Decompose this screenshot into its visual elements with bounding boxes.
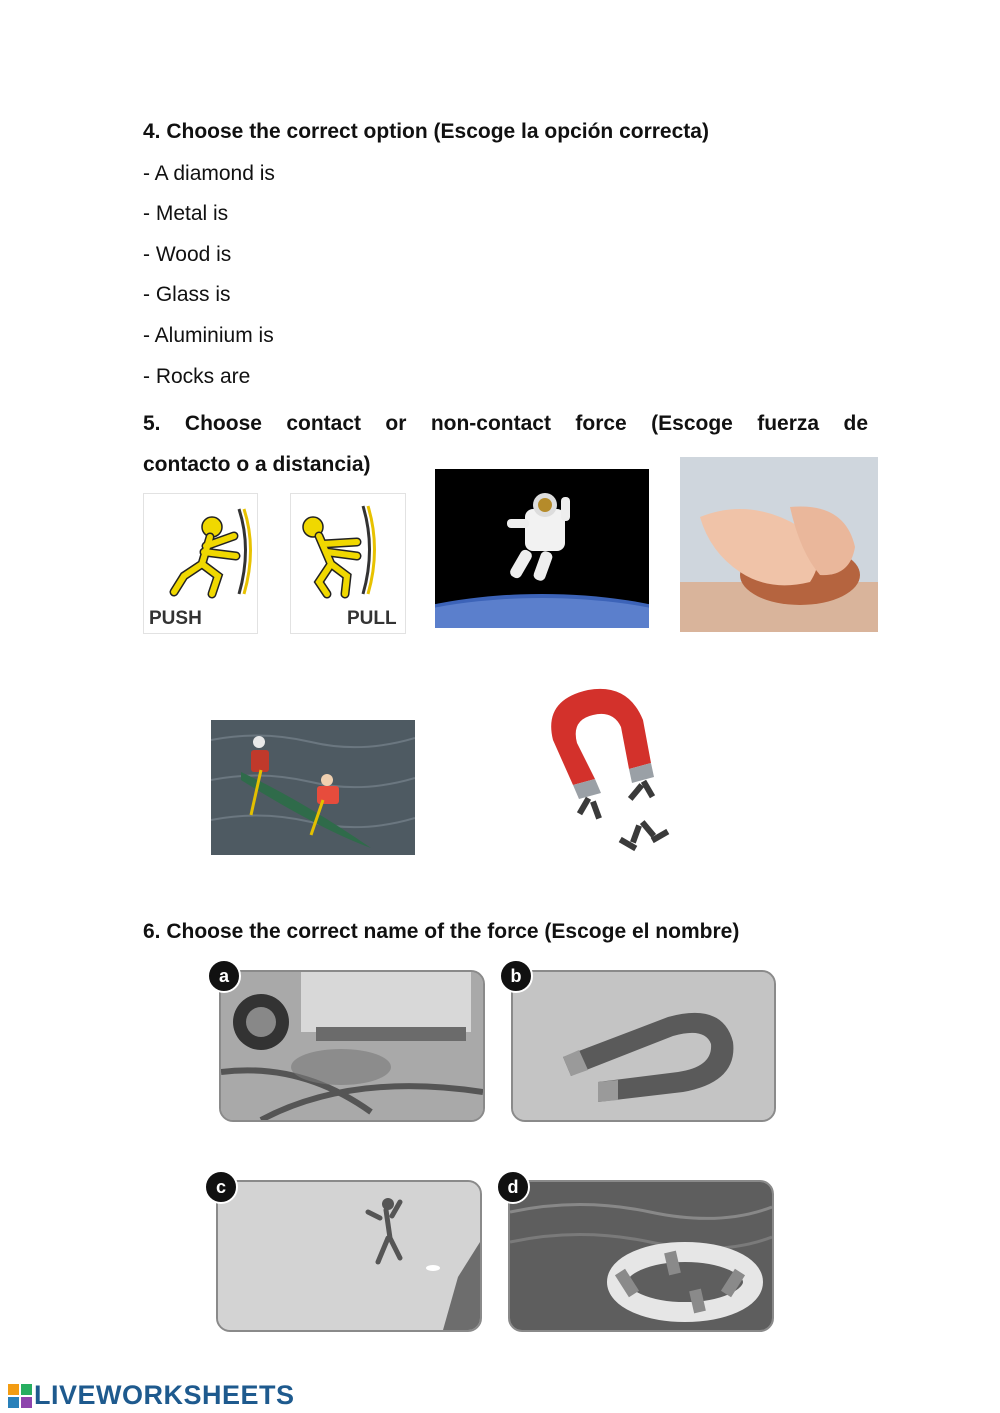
grey-magnet-photo	[511, 970, 776, 1122]
badge-d: d	[496, 1170, 530, 1204]
option-metal: - Metal is	[143, 202, 229, 225]
option-wood: - Wood is	[143, 243, 232, 266]
clay-hands-photo	[680, 457, 878, 632]
brand-text: LIVEWORKSHEETS	[34, 1380, 295, 1410]
badge-a: a	[207, 959, 241, 993]
truck-photo	[219, 970, 485, 1122]
liveworksheets-icon	[8, 1384, 32, 1408]
push-image	[143, 493, 258, 634]
pull-label: PULL	[347, 608, 397, 629]
liveworksheets-logo	[8, 1380, 295, 1411]
pull-image	[290, 493, 406, 634]
diver-photo	[216, 1180, 482, 1332]
canoe-photo	[211, 720, 415, 855]
truck-icon	[301, 972, 471, 1032]
magnet-photo	[533, 685, 698, 870]
option-glass: - Glass is	[143, 283, 231, 306]
badge-b: b	[499, 959, 533, 993]
astronaut-icon	[507, 493, 570, 582]
option-rocks: - Rocks are	[143, 365, 251, 388]
section4-title: 4. Choose the correct option (Escoge la opción correcta)	[143, 120, 709, 143]
option-diamond: - A diamond is	[143, 162, 275, 185]
section5-title-line2: contacto o a distancia)	[143, 453, 371, 476]
lifebuoy-photo	[508, 1180, 774, 1332]
astronaut-photo	[435, 469, 649, 628]
section6-title: 6. Choose the correct name of the force (Escoge el nombre)	[143, 920, 740, 943]
badge-c: c	[204, 1170, 238, 1204]
canoe-icon	[241, 772, 371, 848]
section5-title-line1: 5. Choose contact or non-contact force (Escoge fuerza de	[143, 412, 868, 435]
option-aluminium: - Aluminium is	[143, 324, 274, 347]
push-label: PUSH	[149, 608, 202, 629]
